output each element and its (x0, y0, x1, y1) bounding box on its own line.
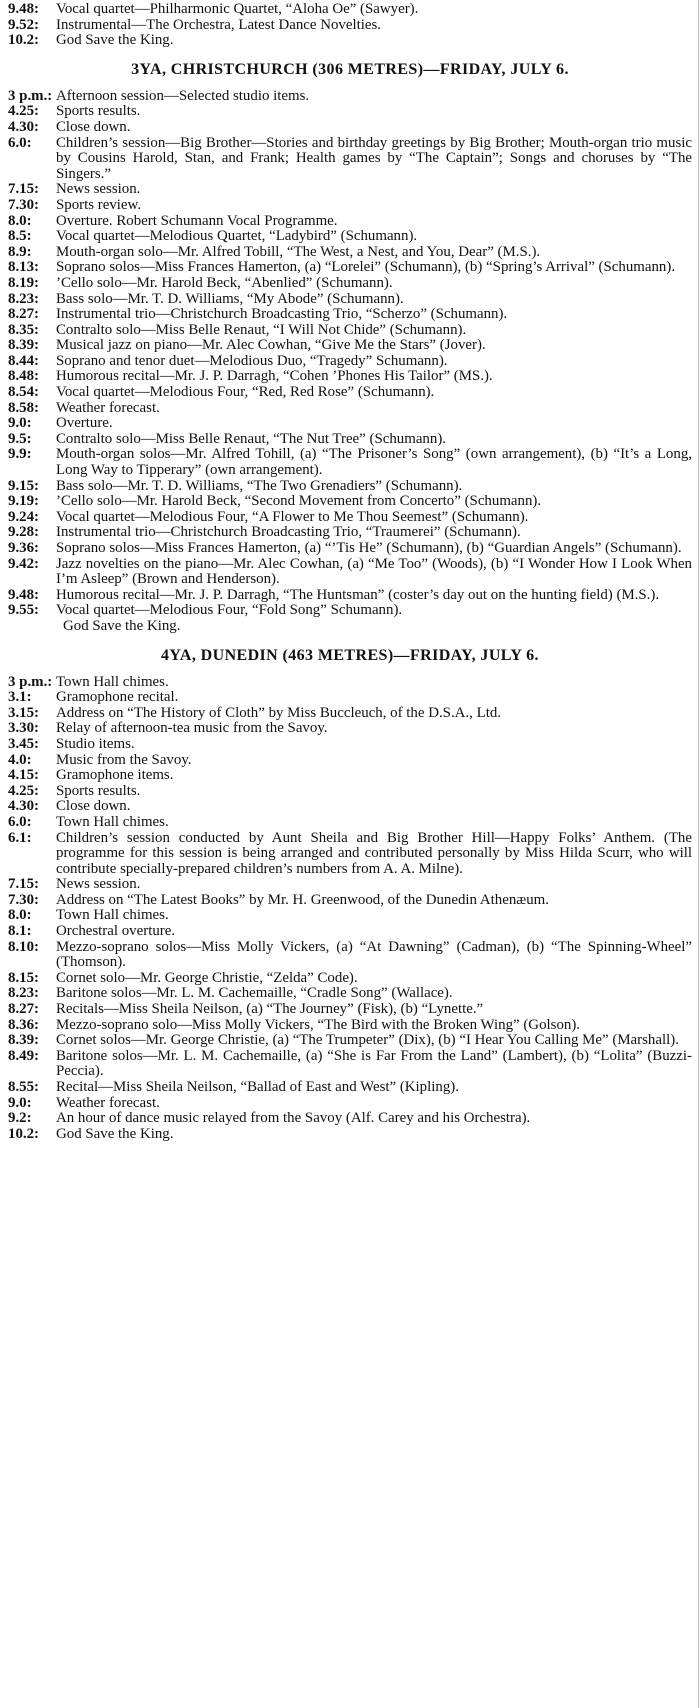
entry-text: Instrumental trio—Christchurch Broadcasting Trio, “Scherzo” (Schumann). (56, 306, 508, 323)
entry-text: Soprano solos—Miss Frances Hamerton, (a) “Lorelei” (Schumann), (b) “Spring’s Arrival” (Schumann). (56, 259, 676, 276)
entry-time: 8.48: (8, 368, 40, 385)
entry-time: 8.13: (8, 259, 40, 276)
entry-time: 9.2: (8, 1110, 32, 1127)
program-entry (8, 494, 692, 510)
program-entry (8, 940, 692, 971)
entry-text: News session. (56, 181, 141, 198)
entry-text: Sports results. (56, 103, 141, 120)
entry-time: 8.27: (8, 1001, 40, 1018)
entry-time: 8.36: (8, 1016, 40, 1033)
program-entry (8, 924, 692, 940)
entry-time: 3.30: (8, 720, 40, 737)
program-entry (8, 198, 692, 214)
program-entry (8, 33, 692, 49)
entry-time: 9.5: (8, 430, 32, 447)
entry-time: 8.49: (8, 1047, 40, 1064)
program-entry (8, 784, 692, 800)
entry-text: Mezzo-soprano solo—Miss Molly Vickers, “The Bird with the Broken Wing” (Golson). (56, 1016, 581, 1033)
program-entry (8, 971, 692, 987)
entry-text: Vocal quartet—Melodious Four, “Red, Red Rose” (Schumann). (56, 384, 435, 401)
program-entry (8, 753, 692, 769)
entry-time: 7.30: (8, 196, 40, 213)
entry-time: 8.10: (8, 938, 40, 955)
entry-time: 8.9: (8, 243, 32, 260)
entry-time: 3.15: (8, 704, 40, 721)
entry-text: Children’s session—Big Brother—Stories and birthday greetings by Big Brother; Mouth-organ trio music by Cousins Harold, Stan, and Frank; Health games by “The Captain”; Songs and choruses by “The Singers.” (56, 134, 692, 182)
entry-time: 9.9: (8, 446, 32, 463)
program-entry (8, 1127, 692, 1143)
entry-text: Instrumental—The Orchestra, Latest Dance Novelties. (56, 16, 381, 33)
program-entry (8, 276, 692, 292)
program-entry (8, 214, 692, 230)
section-4ya (8, 675, 692, 1143)
program-entry (8, 1049, 692, 1080)
program-entry (8, 877, 692, 893)
entry-text: Cornet solo—Mr. George Christie, “Zelda” Code). (56, 969, 358, 986)
entry-text: Weather forecast. (56, 1094, 160, 1111)
program-entry (8, 229, 692, 245)
entry-text: Bass solo—Mr. T. D. Williams, “My Abode” (Schumann). (56, 290, 404, 307)
entry-text: Close down. (56, 118, 131, 135)
entry-text: Soprano solos—Miss Frances Hamerton, (a) “’Tis He” (Schumann), (b) “Guardian Angels” (Schumann). (56, 540, 682, 556)
entry-text: Soprano and tenor duet—Melodious Duo, “Tragedy” Schumann). (56, 352, 448, 369)
entry-time: 9.55: (8, 602, 40, 619)
section-2ya-tail (8, 2, 692, 49)
entry-text: Gramophone recital. (56, 689, 179, 706)
entry-text: Mezzo-soprano solos—Miss Molly Vickers, (a) “At Dawning” (Cadman), (b) “The Spinning-Wheel” (Thomson). (56, 938, 692, 971)
entry-text: Town Hall chimes. (56, 813, 169, 830)
entry-time: 4.25: (8, 103, 40, 120)
entry-text: An hour of dance music relayed from the Savoy (Alf. Carey and his Orchestra). (56, 1110, 531, 1127)
program-entry (8, 603, 692, 619)
program-entry (8, 18, 692, 34)
entry-time: 3.1: (8, 689, 32, 706)
program-entry (8, 354, 692, 370)
entry-time: 6.1: (8, 829, 32, 846)
entry-text: Vocal quartet—Melodious Four, “A Flower to Me Thou Seemest” (Schumann). (56, 508, 529, 525)
entry-text: Baritone solos—Mr. L. M. Cachemaille, (a) “She is Far From the Land” (Lambert), (b) “Lolita” (Buzzi-Peccia). (56, 1047, 692, 1080)
entry-time: 8.15: (8, 969, 40, 986)
entry-time: 6.0: (8, 813, 32, 830)
entry-time: 9.48: (8, 1, 40, 17)
program-entry (8, 1111, 692, 1127)
program-entry (8, 385, 692, 401)
entry-time: 8.58: (8, 399, 40, 416)
entry-time: 8.27: (8, 306, 40, 323)
program-entry (8, 120, 692, 136)
program-entry (8, 182, 692, 198)
program-entry (8, 136, 692, 183)
entry-text: Musical jazz on piano—Mr. Alec Cowhan, “Give Me the Stars” (Jover). (56, 337, 486, 354)
entry-text: Gramophone items. (56, 767, 174, 784)
entry-time: 7.15: (8, 876, 40, 893)
entry-time: 9.0: (8, 1094, 32, 1111)
entry-text: Orchestral overture. (56, 923, 176, 940)
entry-time: 8.39: (8, 337, 40, 354)
entry-time: 8.5: (8, 228, 32, 245)
section-3ya (8, 89, 692, 619)
entry-time: 9.0: (8, 415, 32, 432)
entry-text: Town Hall chimes. (56, 907, 169, 924)
entry-time: 4.15: (8, 767, 40, 784)
program-entry (8, 831, 692, 878)
entry-text: Relay of afternoon-tea music from the Savoy. (56, 720, 328, 737)
entry-time: 6.0: (8, 134, 32, 151)
entry-time: 9.42: (8, 555, 40, 572)
entry-text: Recitals—Miss Sheila Neilson, (a) “The Journey” (Fisk), (b) “Lynette.” (56, 1001, 484, 1018)
program-entry (8, 89, 692, 105)
program-entry (8, 815, 692, 831)
program-entry (8, 721, 692, 737)
entry-text: Vocal quartet—Melodious Quartet, “Ladybird” (Schumann). (56, 228, 418, 245)
entry-text: God Save the King. (56, 1125, 174, 1142)
program-entry (8, 338, 692, 354)
entry-text: Music from the Savoy. (56, 751, 192, 768)
entry-text: Instrumental trio—Christchurch Broadcasting Trio, “Traumerei” (Schumann). (56, 524, 521, 541)
entry-text: Vocal quartet—Melodious Four, “Fold Song” Schumann). (56, 602, 403, 619)
entry-text: Weather forecast. (56, 399, 160, 416)
entry-text: Sports results. (56, 782, 141, 799)
program-entry (8, 1096, 692, 1112)
entry-time: 8.0: (8, 907, 32, 924)
program-entry (8, 1002, 692, 1018)
program-entry (8, 432, 692, 448)
entry-time: 9.19: (8, 493, 40, 510)
entry-text: Overture. Robert Schumann Vocal Programme. (56, 212, 338, 229)
entry-time: 8.23: (8, 290, 40, 307)
heading-3ya: 3YA, CHRISTCHURCH (306 METRES)—FRIDAY, JULY 6. (131, 60, 569, 78)
program-entry (8, 401, 692, 417)
program-entry (8, 525, 692, 541)
entry-time: 4.0: (8, 751, 32, 768)
program-entry (8, 323, 692, 339)
entry-text: Address on “The History of Cloth” by Miss Buccleuch, of the D.S.A., Ltd. (56, 704, 502, 721)
program-entry (8, 307, 692, 323)
program-entry (8, 986, 692, 1002)
program-entry (8, 447, 692, 478)
entry-text: Jazz novelties on the piano—Mr. Alec Cowhan, (a) “Me Too” (Woods), (b) “I Wonder How I Look When I’m Asleep” (Brown and Henderson). (56, 555, 692, 588)
entry-time: 10.2: (8, 32, 40, 49)
entry-time: 4.25: (8, 782, 40, 799)
entry-text: ’Cello solo—Mr. Harold Beck, “Abenlied” (Schumann). (56, 274, 393, 291)
program-entry (8, 1080, 692, 1096)
entry-text: Address on “The Latest Books” by Mr. H. Greenwood, of the Dunedin Athenæum. (56, 891, 549, 908)
entry-time: 9.28: (8, 524, 40, 541)
entry-time: 7.15: (8, 181, 40, 198)
program-entry (8, 292, 692, 308)
entry-time: 8.44: (8, 352, 40, 369)
entry-text: Children’s session conducted by Aunt Sheila and Big Brother Hill—Happy Folks’ Anthem. (The programme for this session is being arranged and contributed personally by Miss Hilda Scurr, who will contribute specially-prepared children’s numbers from A. A. Milne). (56, 829, 692, 877)
entry-text: Afternoon session—Selected studio items. (56, 87, 310, 104)
program-entry (8, 260, 692, 276)
program-entry (8, 1033, 692, 1049)
closing-line-3ya (8, 619, 692, 635)
program-entry (8, 369, 692, 385)
entry-time: 8.1: (8, 923, 32, 940)
entry-text: God Save the King. (56, 32, 174, 49)
program-entry (8, 737, 692, 753)
entry-time: 8.39: (8, 1032, 40, 1049)
entry-time: 3.45: (8, 735, 40, 752)
entry-time: 3 p.m.: (8, 87, 53, 104)
entry-text: Humorous recital—Mr. J. P. Darragh, “The Huntsman” (coster’s day out on the hunting field) (M.S.). (56, 586, 660, 603)
entry-time: 10.2: (8, 1125, 40, 1142)
entry-text: Recital—Miss Sheila Neilson, “Ballad of East and West” (Kipling). (56, 1079, 459, 1095)
entry-time: 9.52: (8, 16, 40, 33)
closing-text: God Save the King. (63, 617, 181, 634)
entry-time: 7.30: (8, 891, 40, 908)
program-entry (8, 893, 692, 909)
entry-time: 9.36: (8, 540, 40, 556)
entry-text: Mouth-organ solo—Mr. Alfred Tobill, “The West, a Nest, and You, Dear” (M.S.). (56, 243, 541, 260)
program-entry (8, 510, 692, 526)
entry-text: Baritone solos—Mr. L. M. Cachemaille, “Cradle Song” (Wallace). (56, 985, 453, 1002)
entry-time: 8.23: (8, 985, 40, 1002)
program-entry (8, 416, 692, 432)
entry-text: Sports review. (56, 196, 142, 213)
entry-text: Bass solo—Mr. T. D. Williams, “The Two Grenadiers” (Schumann). (56, 477, 463, 494)
entry-text: News session. (56, 876, 141, 893)
entry-time: 8.35: (8, 321, 40, 338)
program-entry (8, 690, 692, 706)
entry-text: Contralto solo—Miss Belle Renaut, “The Nut Tree” (Schumann). (56, 430, 446, 447)
entry-time: 9.48: (8, 586, 40, 603)
entry-time: 8.55: (8, 1079, 40, 1095)
entry-time: 8.0: (8, 212, 32, 229)
entry-time: 9.15: (8, 477, 40, 494)
program-entry (8, 2, 692, 18)
entry-time: 9.24: (8, 508, 40, 525)
entry-text: Contralto solo—Miss Belle Renaut, “I Will Not Chide” (Schumann). (56, 321, 467, 338)
entry-text: Humorous recital—Mr. J. P. Darragh, “Cohen ’Phones His Tailor” (MS.). (56, 368, 493, 385)
entry-text: Vocal quartet—Philharmonic Quartet, “Aloha Oe” (Sawyer). (56, 1, 419, 17)
entry-text: Close down. (56, 798, 131, 815)
entry-text: Cornet solos—Mr. George Christie, (a) “The Trumpeter” (Dix), (b) “I Hear You Calling Me” (Marshall). (56, 1032, 679, 1049)
program-entry (8, 245, 692, 261)
entry-time: 4.30: (8, 118, 40, 135)
program-entry (8, 706, 692, 722)
program-entry (8, 799, 692, 815)
heading-4ya: 4YA, DUNEDIN (463 METRES)—FRIDAY, JULY 6. (161, 646, 539, 664)
entry-time: 8.19: (8, 274, 40, 291)
program-entry (8, 908, 692, 924)
entry-time: 3 p.m.: (8, 673, 53, 690)
entry-text: Town Hall chimes. (56, 673, 169, 690)
program-entry (8, 541, 692, 557)
program-entry (8, 479, 692, 495)
entry-text: Mouth-organ solos—Mr. Alfred Tohill, (a) “The Prisoner’s Song” (own arrangement), (b) “It’s a Long, Long Way to Tipperary” (own arrangement). (56, 446, 692, 479)
program-entry (8, 1018, 692, 1034)
program-entry (8, 768, 692, 784)
entry-text: Studio items. (56, 735, 135, 752)
entry-text: Overture. (56, 415, 113, 432)
entry-time: 4.30: (8, 798, 40, 815)
entry-time: 8.54: (8, 384, 40, 401)
program-entry (8, 557, 692, 588)
column-rule (698, 0, 699, 1708)
program-entry (8, 588, 692, 604)
program-entry (8, 104, 692, 120)
entry-text: ’Cello solo—Mr. Harold Beck, “Second Movement from Concerto” (Schumann). (56, 493, 542, 510)
program-entry (8, 675, 692, 691)
